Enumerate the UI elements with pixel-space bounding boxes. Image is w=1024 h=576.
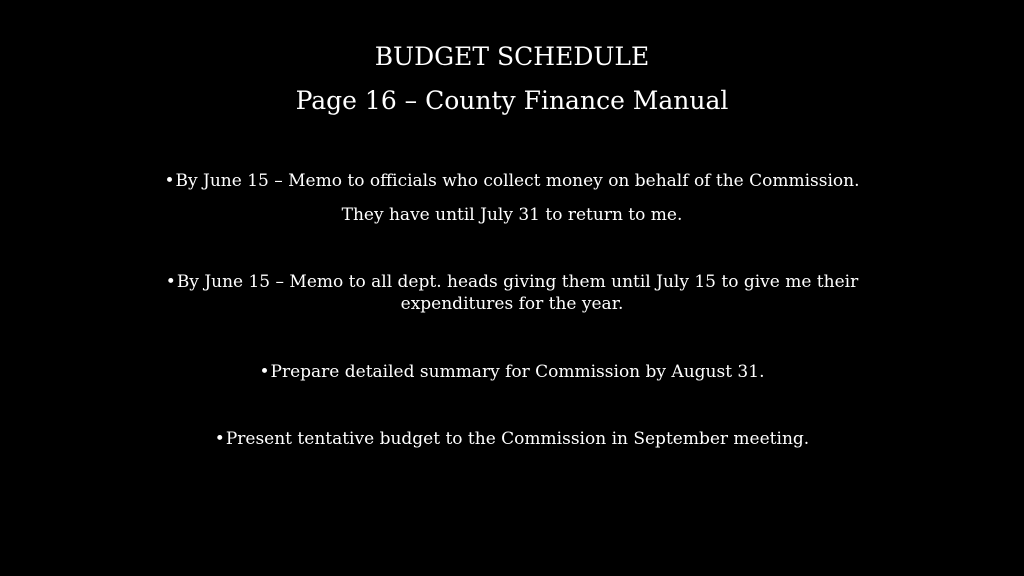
slide-subtitle: Page 16 – County Finance Manual (295, 86, 729, 115)
bullet-item-1-continuation: They have until July 31 to return to me. (341, 205, 683, 225)
bullet-item-1 (112, 170, 912, 192)
slide-title: BUDGET SCHEDULE (374, 42, 650, 71)
bullet-item-2 (112, 271, 912, 315)
bullet-item-3-text: Prepare detailed summary for Commission by August 31. (270, 362, 765, 382)
bullet-marker: • (165, 272, 176, 292)
bullet-item-2-text: By June 15 – Memo to all dept. heads giving them until July 15 to give me their expenditures for the year. (176, 272, 859, 314)
bullet-item-4-text: Present tentative budget to the Commission in September meeting. (225, 429, 810, 449)
bullet-item-4 (112, 428, 912, 450)
bullet-marker: • (214, 429, 225, 449)
bullet-item-3 (112, 361, 912, 383)
bullet-marker: • (259, 362, 270, 382)
bullet-item-1-text: By June 15 – Memo to officials who collect money on behalf of the Commission. (175, 171, 860, 191)
bullet-marker: • (164, 171, 175, 191)
